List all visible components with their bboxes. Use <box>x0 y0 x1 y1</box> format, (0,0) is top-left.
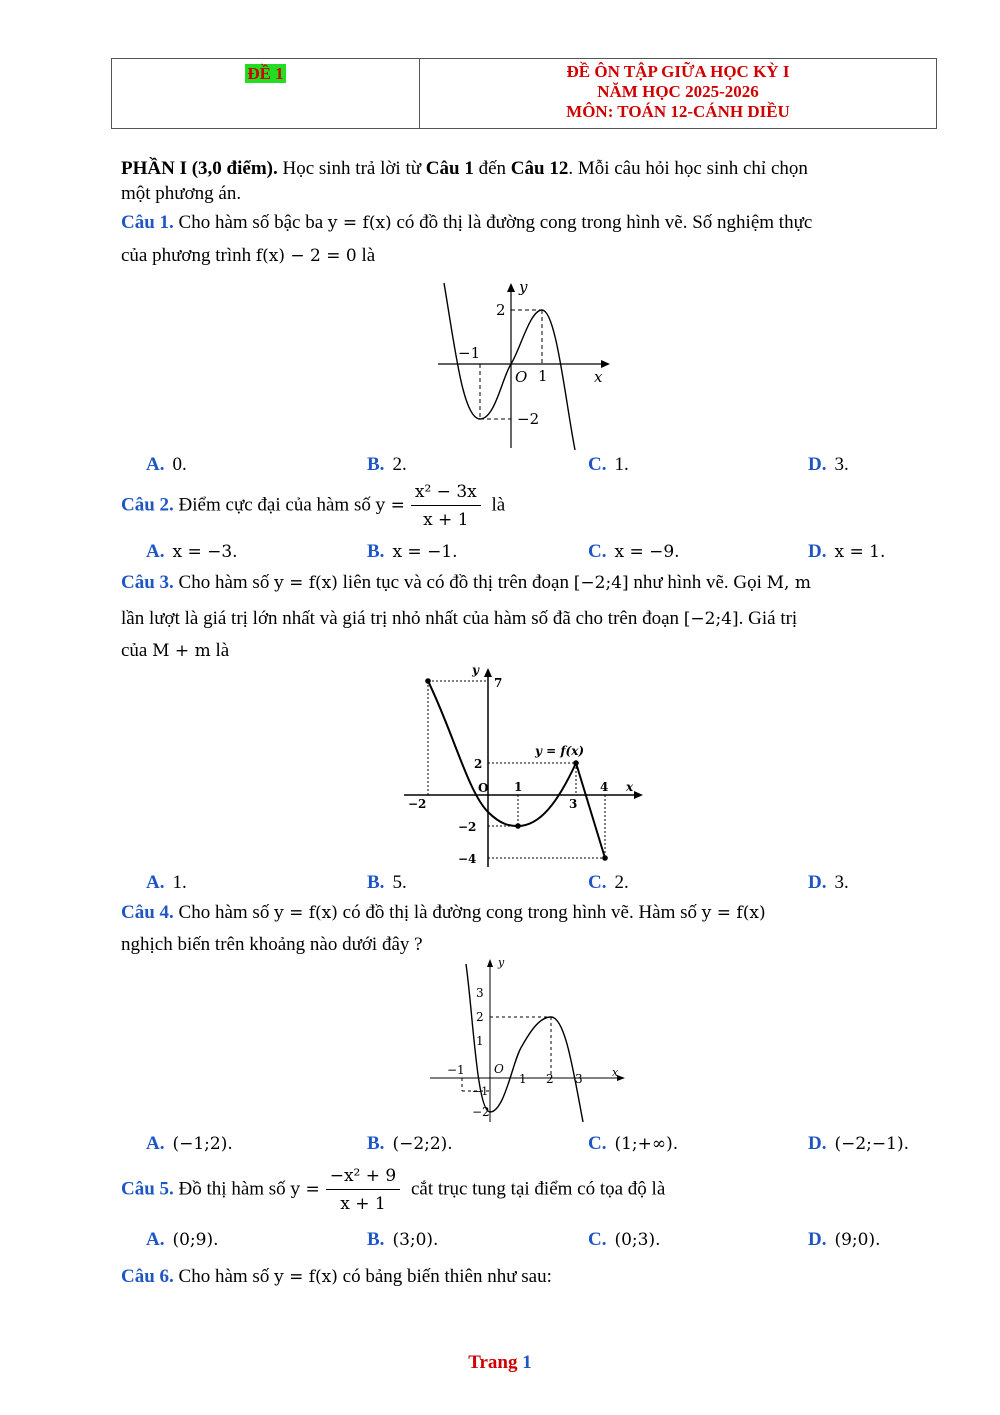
q3-graph <box>398 662 648 872</box>
q2-option-c[interactable]: C. x = −9. <box>588 541 680 562</box>
q3-curve-label: y = f(x) <box>535 744 585 758</box>
q1-cubic-graph <box>430 278 615 453</box>
q2-fraction <box>411 482 481 530</box>
q3-origin-label: O <box>478 781 489 795</box>
q5-option-a[interactable]: A. (0;9). <box>146 1229 219 1250</box>
q4-tick-2: 2 <box>476 1010 484 1024</box>
q4-origin-label: O <box>494 1062 504 1076</box>
q3-tick-m2x: −2 <box>408 797 427 811</box>
header-table <box>111 58 937 129</box>
q5-label: Câu 5. <box>121 1178 174 1200</box>
q3-x-arrow-icon <box>634 791 643 799</box>
q2-option-a[interactable]: A. x = −3. <box>146 541 238 562</box>
header-left-cell <box>112 59 420 128</box>
q2-option-b[interactable]: B. x = −1. <box>367 541 458 562</box>
q3-label: Câu 3. <box>121 572 174 593</box>
q1-x-arrow-icon <box>601 360 610 368</box>
q3-interval: [−2;4] <box>573 573 629 593</box>
q3-tick-3: 3 <box>569 797 578 811</box>
q1-tick-m2: −2 <box>517 410 540 428</box>
q4-option-d[interactable]: D. (−2;−1). <box>808 1133 910 1154</box>
q1-option-b[interactable]: B. 2. <box>367 454 407 475</box>
q3-tick-7: 7 <box>494 676 503 690</box>
q1-tick-m1: −1 <box>458 344 481 362</box>
q2-numerator: x² − 3x <box>411 482 481 506</box>
q4-tick-1x: 1 <box>519 1072 527 1086</box>
q4-graph <box>425 954 630 1124</box>
q1-tick-2: 2 <box>496 301 506 319</box>
q1-equation: f(x) − 2 = 0 <box>255 246 357 266</box>
q1-option-d[interactable]: D. 3. <box>808 454 849 475</box>
part1-instructions-cont: một phương án. <box>121 183 242 204</box>
page-footer <box>0 1352 1000 1374</box>
q2-stem: Câu 2. Điểm cực đại của hàm số y = $\frac{\text{x² − 3x}}{x + 1}$ là <box>121 482 506 530</box>
q3-option-a[interactable]: A. 1. <box>146 872 187 893</box>
q1-y-label: y <box>519 278 528 296</box>
q3-tick-m2: −2 <box>458 820 477 834</box>
q1-origin-label: O <box>515 368 528 386</box>
q4-stem-line2: nghịch biến trên khoảng nào dưới đây ? <box>121 934 423 955</box>
q4-tick-m1: −1 <box>447 1063 465 1077</box>
q4-y-arrow-icon <box>487 959 493 967</box>
q3-tick-m4: −4 <box>458 852 477 866</box>
q1-x-label: x <box>594 368 603 386</box>
q1-option-c[interactable]: C. 1. <box>588 454 629 475</box>
q3-stem-line3: của M + m là <box>121 640 230 661</box>
q3-point-start <box>425 678 431 684</box>
q4-option-c[interactable]: C. (1;+∞). <box>588 1133 679 1154</box>
q3-x-label: x <box>626 780 634 794</box>
q5-stem: Câu 5. Đồ thị hàm số y = $\frac{\text{−x² + 9}}{x + 1}$ cắt trục tung tại điểm có tọa độ là <box>121 1166 666 1214</box>
q1-option-a[interactable]: A. 0. <box>146 454 187 475</box>
q2-label: Câu 2. <box>121 494 174 516</box>
q3-curve <box>428 681 605 858</box>
q1-tick-1: 1 <box>538 367 548 385</box>
q1-stem-line2: của phương trình f(x) − 2 = 0 là <box>121 245 376 266</box>
exam-code-badge: ĐỀ 1 <box>247 64 284 83</box>
q3-stem-line1: Câu 3. Cho hàm số y = f(x) liên tục và có đồ thị trên đoạn [−2;4] như hình vẽ. Gọi M, m <box>121 572 811 593</box>
page-number: 1 <box>522 1352 532 1373</box>
q5-option-d[interactable]: D. (9;0). <box>808 1229 881 1250</box>
q4-x-label: x <box>612 1066 619 1079</box>
q4-tick-3x: 3 <box>575 1072 583 1086</box>
q1-function: y = f(x) <box>327 213 392 233</box>
q3-tick-4: 4 <box>600 780 609 794</box>
q4-label: Câu 4. <box>121 902 174 923</box>
q2-option-d[interactable]: D. x = 1. <box>808 541 886 562</box>
q3-option-b[interactable]: B. 5. <box>367 872 407 893</box>
q3-point-max <box>573 760 579 766</box>
q3-y-arrow-icon <box>484 668 492 677</box>
q5-option-c[interactable]: C. (0;3). <box>588 1229 661 1250</box>
q1-stem-line1: Câu 1. Cho hàm số bậc ba y = f(x) có đồ thị là đường cong trong hình vẽ. Số nghiệm thực <box>121 212 813 233</box>
q5-option-b[interactable]: B. (3;0). <box>367 1229 439 1250</box>
q5-numerator: −x² + 9 <box>326 1166 401 1190</box>
q3-stem-line2: lần lượt là giá trị lớn nhất và giá trị nhỏ nhất của hàm số đã cho trên đoạn [−2;4]. Giá trị <box>121 608 798 629</box>
q3-point-end <box>602 855 608 861</box>
q1-label: Câu 1. <box>121 212 174 233</box>
q1-y-arrow-icon <box>507 283 515 292</box>
q4-tick-1: 1 <box>476 1034 484 1048</box>
q5-denominator: x + 1 <box>340 1194 386 1214</box>
q4-option-b[interactable]: B. (−2;2). <box>367 1133 453 1154</box>
q4-tick-3: 3 <box>476 986 484 1000</box>
school-year: NĂM HỌC 2025-2026 <box>597 82 759 101</box>
q4-tick-m1y: −1 <box>472 1085 489 1098</box>
q3-option-d[interactable]: D. 3. <box>808 872 849 893</box>
q3-option-c[interactable]: C. 2. <box>588 872 629 893</box>
q5-fraction <box>326 1166 401 1214</box>
subject: MÔN: TOÁN 12-CÁNH DIỀU <box>566 102 790 121</box>
q3-y-label: y <box>472 663 479 677</box>
q4-stem-line1: Câu 4. Cho hàm số y = f(x) có đồ thị là đường cong trong hình vẽ. Hàm số y = f(x) <box>121 902 766 923</box>
q2-denominator: x + 1 <box>423 510 469 530</box>
q1-curve <box>444 283 575 450</box>
part1-instructions: PHẦN I (3,0 điểm). Học sinh trả lời từ Câu 1 đến Câu 12. Mỗi câu hỏi học sinh chỉ chọn <box>121 158 808 179</box>
q4-y-label: y <box>498 956 505 969</box>
q6-stem: Câu 6. Cho hàm số y = f(x) có bảng biến thiên như sau: <box>121 1266 552 1287</box>
q6-label: Câu 6. <box>121 1266 174 1287</box>
q4-tick-m2: −2 <box>472 1105 490 1119</box>
exam-title: ĐỀ ÔN TẬP GIỮA HỌC KỲ I <box>566 62 790 81</box>
q3-tick-2: 2 <box>474 757 483 771</box>
q4-tick-2x: 2 <box>546 1072 554 1086</box>
footer-word: Trang <box>468 1352 518 1373</box>
header-right-cell <box>420 59 936 128</box>
q4-option-a[interactable]: A. (−1;2). <box>146 1133 233 1154</box>
part1-heading: PHẦN I (3,0 điểm). <box>121 158 278 179</box>
q3-point-min <box>515 823 521 829</box>
q3-tick-1: 1 <box>514 780 523 794</box>
